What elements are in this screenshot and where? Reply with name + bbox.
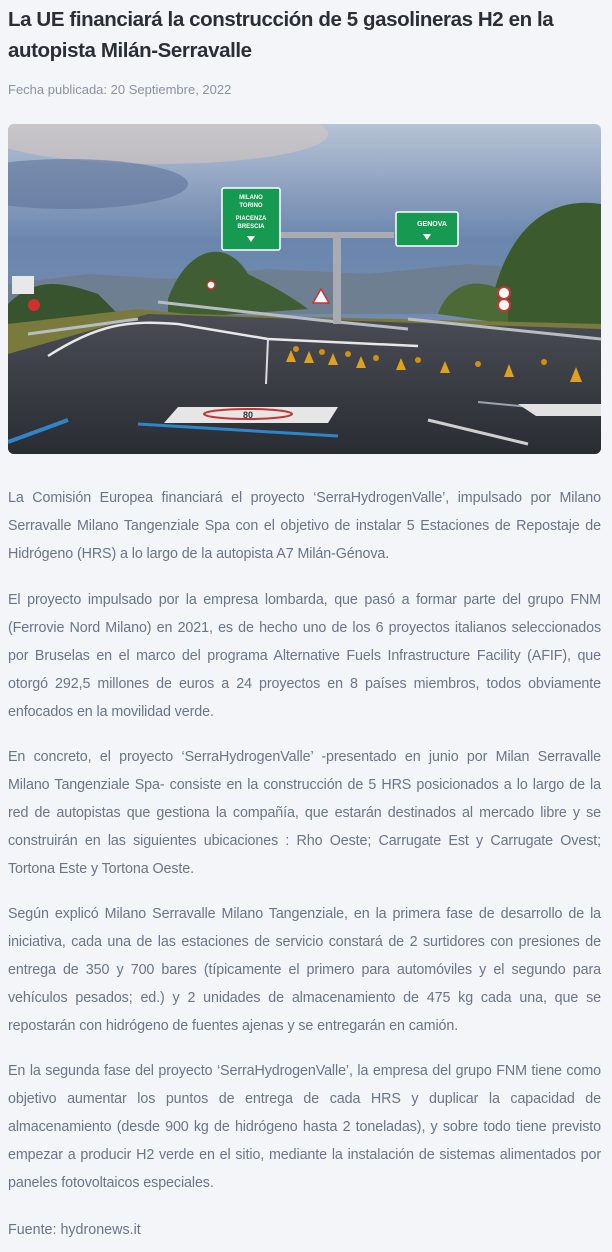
hero-image	[8, 124, 601, 454]
article-title: La UE financiará la construcción de 5 gasolineras H2 en la autopista Milán-Serravalle	[8, 8, 554, 62]
sign-left-line2: TORINO	[239, 203, 263, 209]
sign-right-text: GENOVA	[417, 221, 447, 228]
sign-left-line1: MILANO	[239, 195, 263, 201]
article-paragraph: El proyecto impulsado por la empresa lombarda, que pasó a formar parte del grupo FNM (Ferrovie Nord Milano) en 2021, es de hecho uno de los 6 proyectos italianos seleccionados por Bruselas en el marco del programa Alternative Fuels Infrastructure Facility (AFIF), que otorgó 292,5 millones de euros a 24 proyectos en 8 países miembros, todos obviamente enfocados en la movilidad verde.	[8, 592, 601, 720]
publish-date-label: Fecha publicada:	[8, 82, 108, 97]
sign-left-line3: PIACENZA	[235, 216, 267, 222]
article-source: Fuente: hydronews.it	[8, 1222, 141, 1238]
publish-date	[8, 82, 231, 97]
article-paragraph: Según explicó Milano Serravalle Milano Tangenziale, en la primera fase de desarrollo de la iniciativa, cada una de las estaciones de servicio constará de 2 surtidores con presiones de entrega de 350 y 700 bares (típicamente el primero para automóviles y el segundo para vehículos pesados; ed.) y 2 unidades de almacenamiento de 475 kg cada una, que se repostarán con hidrógeno de fuentes ajenas y se entregarán en camión.	[8, 906, 601, 1034]
sign-left-line4: BRESCIA	[237, 224, 265, 230]
road-speed-marking: 80	[242, 410, 254, 420]
article-paragraph: La Comisión Europea financiará el proyecto ‘SerraHydrogenValle’, impulsado por Milano Serravalle Milano Tangenziale Spa con el objetivo de instalar 5 Estaciones de Repostaje de Hidrógeno (HRS) a lo largo de la autopista A7 Milán-Génova.	[8, 490, 601, 562]
publish-date-value: 20 Septiembre, 2022	[110, 82, 232, 97]
article-paragraph: En la segunda fase del proyecto ‘SerraHydrogenValle’, la empresa del grupo FNM tiene como objetivo aumentar los puntos de entrega de cada HRS y duplicar la capacidad de almacenamiento (desde 900 kg de hidrógeno hasta 2 toneladas), y sobre todo tiene previsto empezar a producir H2 verde en el sitio, mediante la instalación de sistemas alimentados por paneles fotovoltaicos especiales.	[8, 1063, 601, 1191]
article-paragraph: En concreto, el proyecto ‘SerraHydrogenValle’ -presentado en junio por Milan Serravalle Milano Tangenziale Spa- consiste en la construcción de 5 HRS posicionados a lo largo de la red de autopistas que gestiona la compañía, que estarán destinados al mercado libre y se construirán en las siguientes ubicaciones : Rho Oeste; Carrugate Est y Carrugate Ovest; Tortona Este y Tortona Oeste.	[8, 749, 601, 877]
